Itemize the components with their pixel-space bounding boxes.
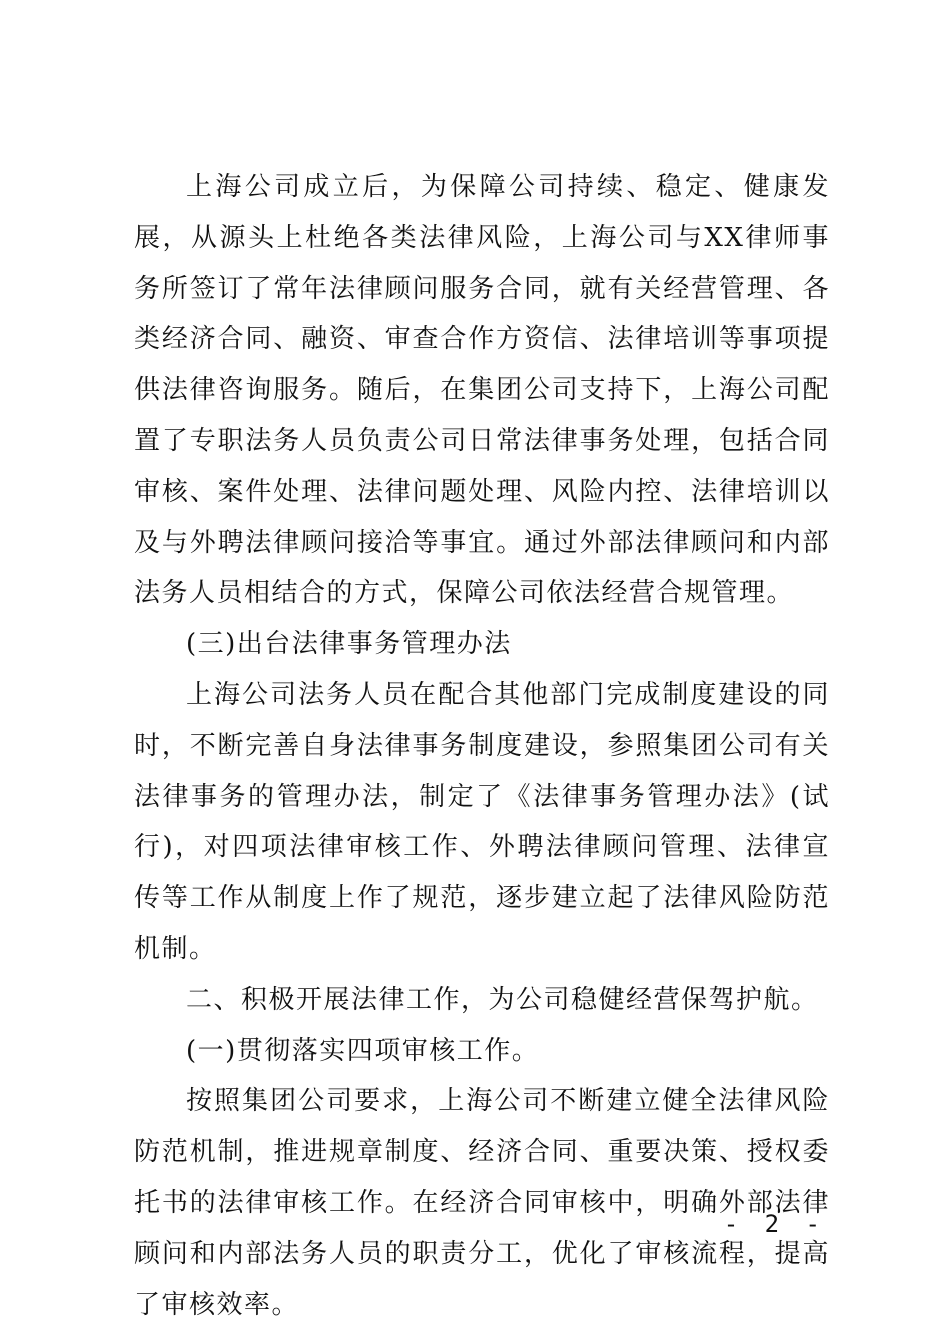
- paragraph-legal-affairs-measures: 上海公司法务人员在配合其他部门完成制度建设的同时，不断完善自身法律事务制度建设，参照集团公司有关法律事务的管理办法，制定了《法律事务管理办法》(试行)，对四项法律审核工作、外聘法律顾问管理、法律宣传等工作从制度上作了规范，逐步建立起了法律风险防范机制。: [134, 679, 830, 964]
- heading-legal-affairs-measures: (三)出台法律事务管理办法: [186, 629, 512, 660]
- paragraph-four-reviews: 按照集团公司要求，上海公司不断建立健全法律风险防范机制，推进规章制度、经济合同、重要决策、授权委托书的法律审核工作。在经济合同审核中，明确外部法律顾问和内部法务人员的职责分工，优化了审核流程，提高了审核效率。: [134, 1086, 830, 1320]
- document-body: [134, 162, 830, 1330]
- heading-section-two: 二、积极开展法律工作，为公司稳健经营保驾护航。: [186, 984, 819, 1015]
- paragraph-legal-counsel: 上海公司成立后，为保障公司持续、稳定、健康发展，从源头上杜绝各类法律风险，上海公司与XX律师事务所签订了常年法律顾问服务合同，就有关经营管理、各类经济合同、融资、审查合作方资信、法律培训等事项提供法律咨询服务。随后，在集团公司支持下，上海公司配置了专职法务人员负责公司日常法律事务处理，包括合同审核、案件处理、法律问题处理、风险内控、法律培训以及与外聘法律顾问接洽等事宜。通过外部法律顾问和内部法务人员相结合的方式，保障公司依法经营合规管理。: [134, 172, 830, 609]
- page-number: - 2 -: [723, 1210, 826, 1238]
- heading-four-reviews: (一)贯彻落实四项审核工作。: [186, 1035, 540, 1066]
